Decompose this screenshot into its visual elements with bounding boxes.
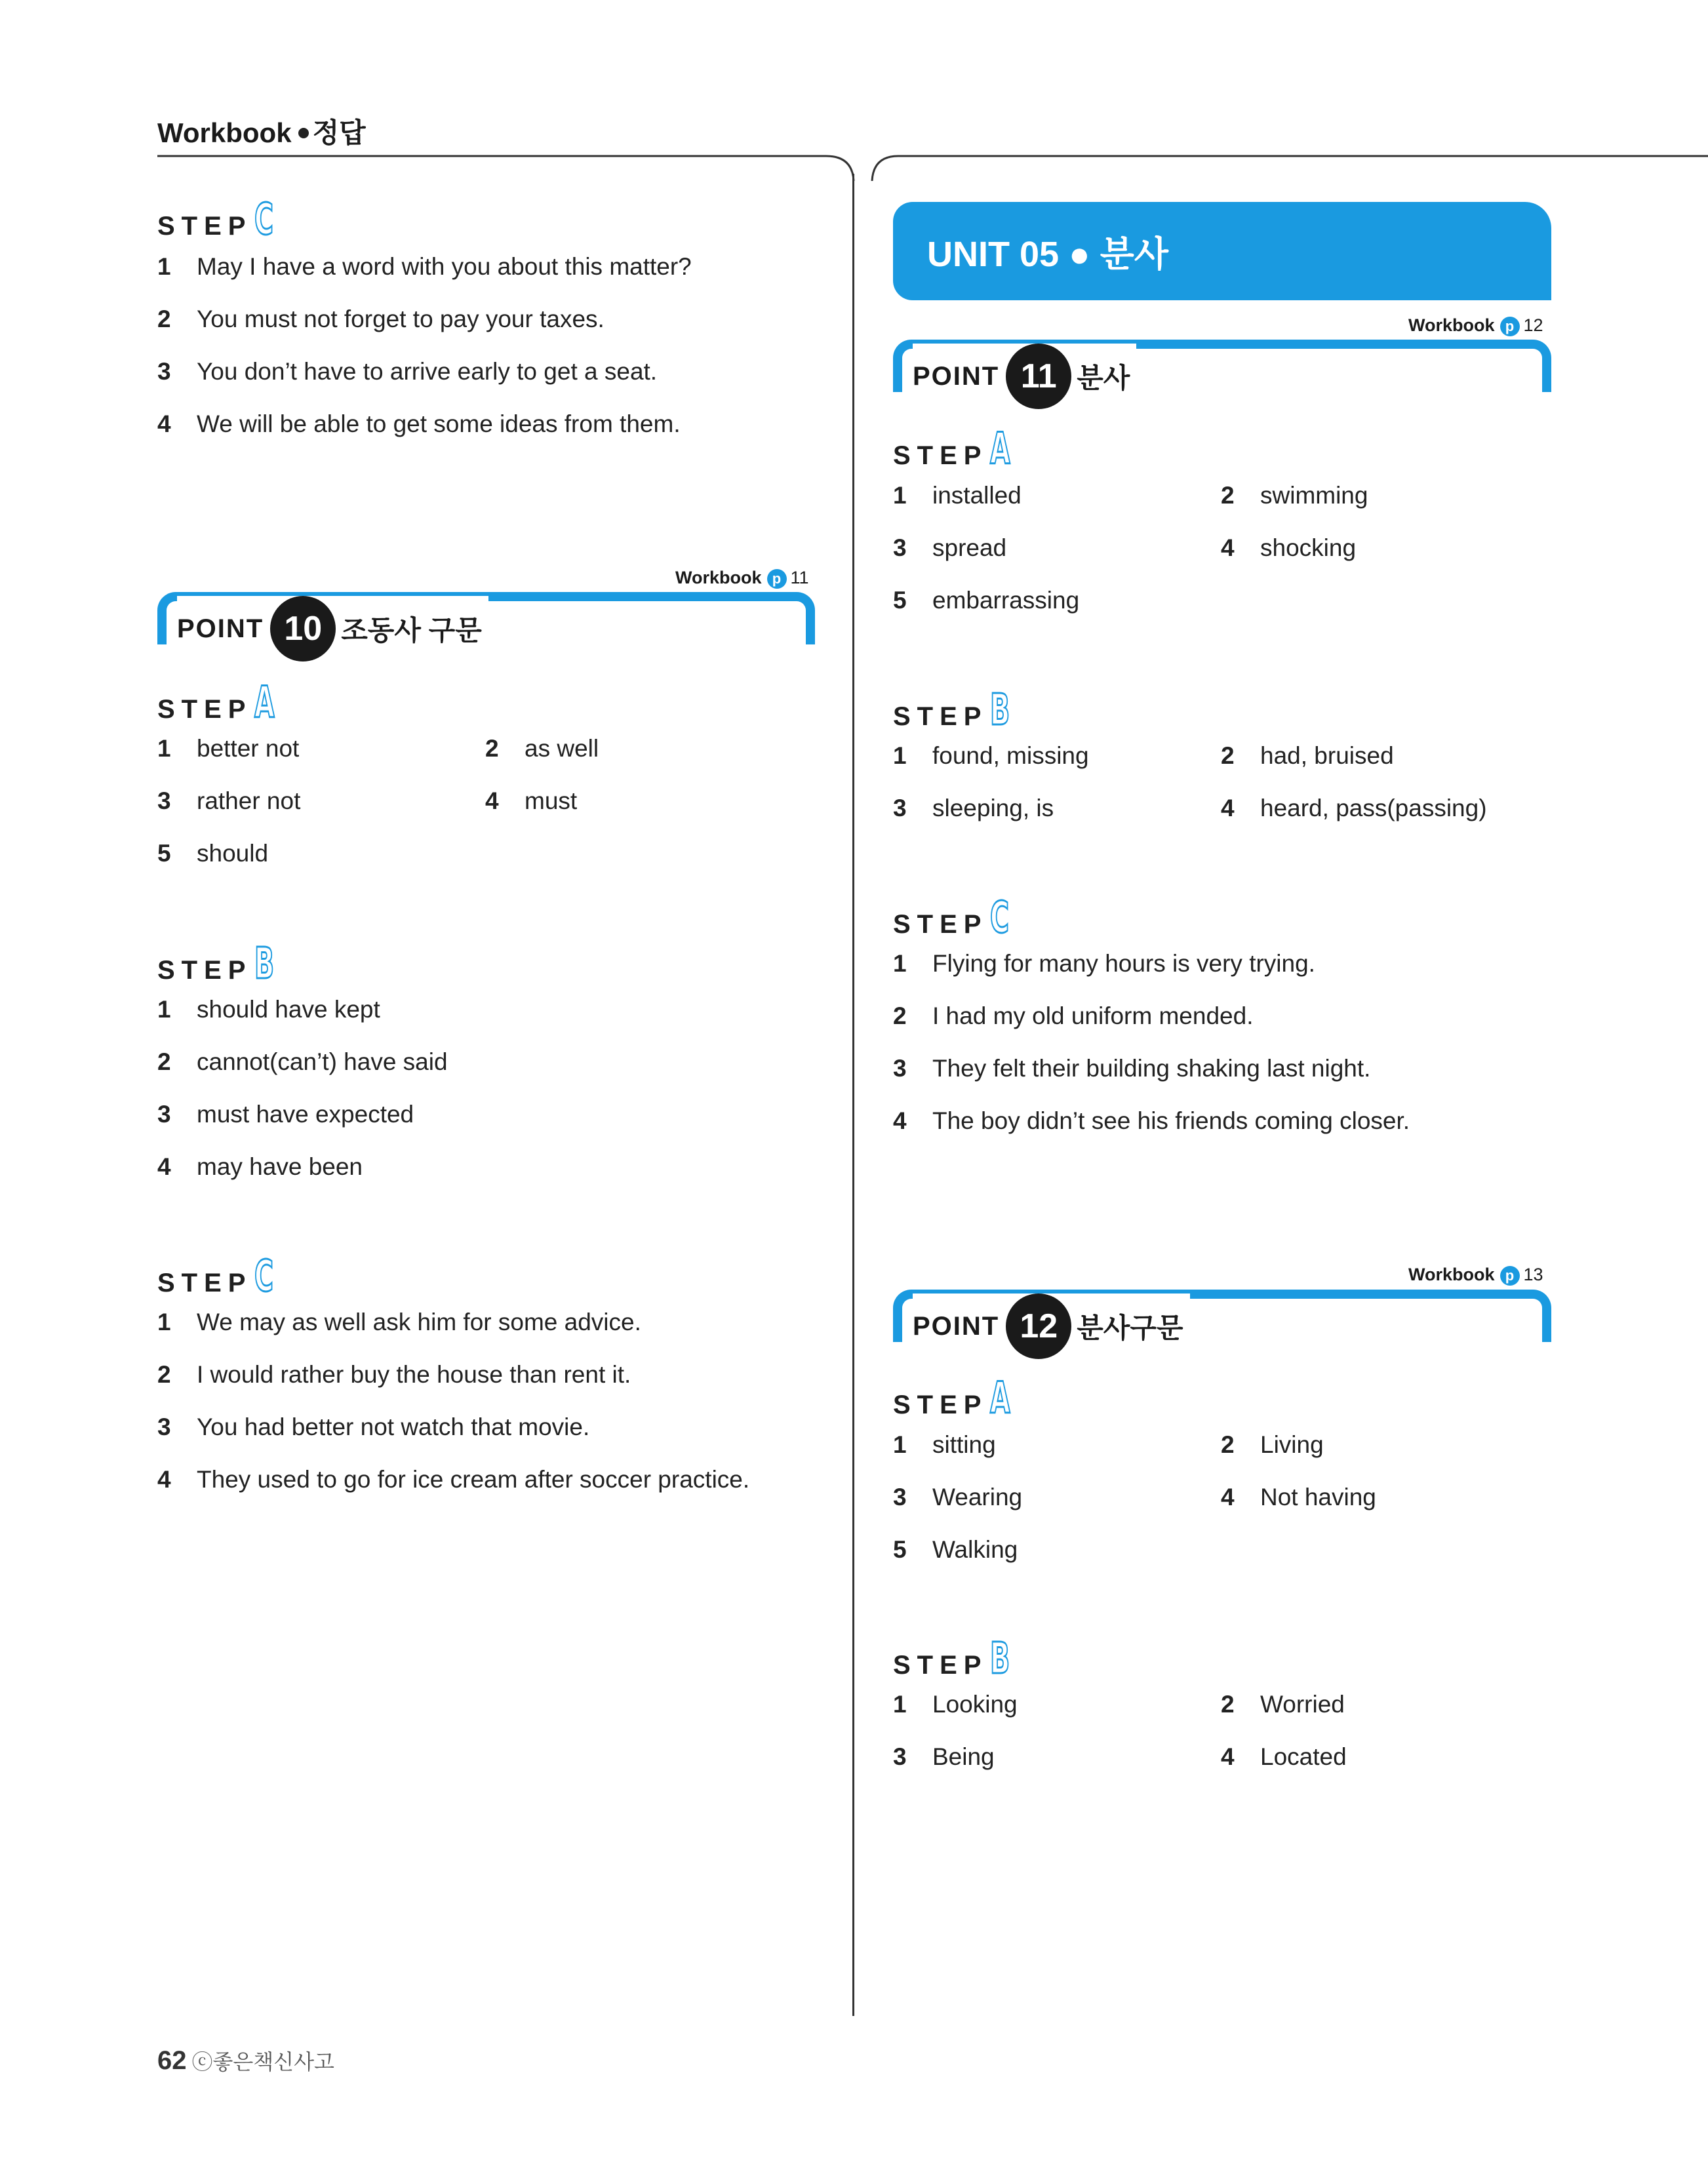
item-number: 3 <box>157 1101 171 1128</box>
item-number: 3 <box>893 1055 907 1082</box>
workbook-label: Workbook <box>675 568 762 587</box>
item-text: I had my old uniform mended. <box>932 1002 1254 1029</box>
unit-title: UNIT 05 ● 분사 <box>927 234 1168 274</box>
step-letter: C <box>254 1251 274 1301</box>
item-number: 3 <box>157 787 171 814</box>
list-item <box>157 1465 749 1494</box>
list-item <box>1221 741 1394 770</box>
list-item <box>157 1100 414 1129</box>
item-text: must <box>525 787 578 814</box>
item-text: Worried <box>1260 1691 1345 1718</box>
list-item <box>893 1483 1022 1512</box>
page-header <box>157 111 366 151</box>
item-text: found, missing <box>932 742 1089 769</box>
point-box <box>893 1290 1551 1345</box>
workbook-reference <box>1408 315 1543 336</box>
workbook-reference <box>1408 1265 1543 1286</box>
step-word: STEP <box>893 1651 988 1680</box>
header-book: Workbook <box>157 117 292 148</box>
list-item <box>157 1153 363 1181</box>
item-number: 1 <box>157 996 171 1023</box>
step-word: STEP <box>893 1391 988 1419</box>
item-text: The boy didn’t see his friends coming closer. <box>932 1107 1410 1134</box>
item-text: They used to go for ice cream after soccer practice. <box>197 1466 750 1493</box>
list-item <box>893 1743 995 1771</box>
page-footer <box>157 2045 334 2076</box>
item-text: should <box>197 840 269 867</box>
item-number: 5 <box>157 840 171 867</box>
workbook-label: Workbook <box>1408 315 1495 335</box>
item-text: They felt their building shaking last night. <box>932 1055 1371 1082</box>
item-text: as well <box>525 735 599 762</box>
list-item <box>893 1535 1018 1564</box>
item-text: rather not <box>197 787 301 814</box>
list-item <box>157 305 605 334</box>
step-word: STEP <box>893 702 988 731</box>
item-number: 2 <box>485 735 499 762</box>
item-number: 2 <box>157 1048 171 1075</box>
header-section: 정답 <box>312 117 366 148</box>
item-number: 1 <box>893 742 907 769</box>
list-item <box>157 357 657 386</box>
step-letter: C <box>254 194 274 245</box>
item-number: 1 <box>893 950 907 977</box>
item-text: installed <box>932 482 1022 509</box>
step-label <box>157 677 288 728</box>
item-number: 3 <box>893 534 907 561</box>
step-word: STEP <box>157 212 252 241</box>
step-letter: A <box>990 424 1011 474</box>
point-title: 분사구문 <box>1077 1313 1183 1343</box>
list-item <box>893 1690 1018 1719</box>
item-number: 1 <box>893 482 907 509</box>
list-item <box>1221 1690 1345 1719</box>
item-number: 2 <box>1221 1431 1235 1458</box>
item-text: spread <box>932 534 1007 561</box>
list-item <box>157 410 681 439</box>
list-item <box>157 1048 448 1076</box>
step-label <box>893 892 1022 943</box>
list-item <box>1221 1483 1376 1512</box>
reference-page: 13 <box>1523 1265 1543 1284</box>
bullet-icon <box>298 128 309 138</box>
step-letter: A <box>254 677 275 728</box>
point-word: POINT <box>177 614 264 643</box>
item-number: 2 <box>1221 1691 1235 1718</box>
column-divider <box>852 174 854 2016</box>
item-text: should have kept <box>197 996 380 1023</box>
step-letter: B <box>254 938 275 989</box>
item-text: We will be able to get some ideas from them. <box>197 410 681 437</box>
item-number: 2 <box>1221 482 1235 509</box>
point-word: POINT <box>913 361 1000 391</box>
list-item <box>1221 794 1487 823</box>
item-text: Located <box>1260 1743 1347 1770</box>
item-number: 4 <box>893 1107 907 1134</box>
item-number: 4 <box>1221 1743 1235 1770</box>
step-label <box>157 1251 287 1301</box>
item-number: 1 <box>893 1691 907 1718</box>
item-number: 4 <box>157 1153 171 1180</box>
item-number: 4 <box>1221 795 1235 821</box>
step-label <box>893 1373 1024 1423</box>
item-number: 3 <box>893 795 907 821</box>
list-item <box>1221 481 1368 510</box>
item-text: May I have a word with you about this matter? <box>197 253 692 280</box>
list-item <box>1221 1431 1324 1459</box>
item-text: Walking <box>932 1536 1018 1563</box>
step-label <box>157 938 288 989</box>
list-item <box>157 1413 589 1442</box>
list-item <box>893 741 1089 770</box>
list-item <box>157 734 299 763</box>
list-item <box>157 1360 631 1389</box>
list-item <box>893 1002 1253 1031</box>
list-item <box>485 787 577 816</box>
item-text: must have expected <box>197 1101 414 1128</box>
list-item <box>893 586 1079 615</box>
step-label <box>893 1633 1023 1684</box>
item-number: 1 <box>157 735 171 762</box>
item-text: cannot(can’t) have said <box>197 1048 448 1075</box>
item-text: Looking <box>932 1691 1018 1718</box>
item-number: 5 <box>893 587 907 614</box>
reference-page: 12 <box>1523 315 1543 335</box>
page-icon: p <box>1500 1266 1520 1286</box>
item-number: 4 <box>157 1466 171 1493</box>
list-item <box>1221 534 1356 563</box>
item-number: 2 <box>157 1361 171 1388</box>
step-label <box>893 424 1024 474</box>
item-number: 4 <box>485 787 499 814</box>
workbook-label: Workbook <box>1408 1265 1495 1284</box>
item-text: better not <box>197 735 300 762</box>
step-word: STEP <box>157 956 252 985</box>
list-item <box>893 481 1022 510</box>
list-item <box>893 534 1006 563</box>
item-number: 4 <box>1221 534 1235 561</box>
item-number: 3 <box>893 1484 907 1511</box>
list-item <box>157 787 300 816</box>
point-box <box>157 592 815 648</box>
step-letter: A <box>990 1373 1011 1423</box>
list-item <box>157 839 268 868</box>
item-text: sleeping, is <box>932 795 1054 821</box>
step-letter: C <box>990 892 1010 943</box>
list-item <box>157 995 380 1024</box>
item-text: Flying for many hours is very trying. <box>932 950 1315 977</box>
step-word: STEP <box>157 695 252 724</box>
item-text: may have been <box>197 1153 363 1180</box>
item-number: 2 <box>893 1002 907 1029</box>
item-text: Living <box>1260 1431 1324 1458</box>
item-text: I would rather buy the house than rent it. <box>197 1361 631 1388</box>
item-number: 1 <box>157 1309 171 1335</box>
item-number: 4 <box>1221 1484 1235 1511</box>
point-number: 12 <box>1006 1293 1071 1359</box>
list-item <box>893 949 1315 978</box>
step-letter: B <box>990 684 1010 735</box>
unit-banner <box>893 202 1551 300</box>
point-number: 11 <box>1006 344 1071 409</box>
step-word: STEP <box>157 1269 252 1297</box>
reference-page: 11 <box>790 568 809 587</box>
step-label <box>157 194 287 245</box>
step-letter: B <box>990 1633 1010 1684</box>
list-item <box>893 1107 1410 1135</box>
item-number: 2 <box>157 306 171 332</box>
item-text: Not having <box>1260 1484 1376 1511</box>
list-item <box>893 794 1054 823</box>
list-item <box>893 1431 996 1459</box>
list-item <box>1221 1743 1347 1771</box>
workbook-reference <box>675 568 809 589</box>
copyright-text: ⓒ좋은책신사고 <box>191 2050 334 2074</box>
page-number: 62 <box>157 2046 187 2075</box>
point-number: 10 <box>270 596 336 661</box>
item-text: You don’t have to arrive early to get a seat. <box>197 358 658 385</box>
step-word: STEP <box>893 910 988 939</box>
item-number: 4 <box>157 410 171 437</box>
item-text: sitting <box>932 1431 996 1458</box>
point-title: 분사 <box>1077 363 1130 393</box>
item-number: 5 <box>893 1536 907 1563</box>
item-text: embarrassing <box>932 587 1080 614</box>
item-number: 3 <box>157 358 171 385</box>
item-text: You had better not watch that movie. <box>197 1413 590 1440</box>
item-text: had, bruised <box>1260 742 1394 769</box>
page-icon: p <box>767 569 787 589</box>
item-text: heard, pass(passing) <box>1260 795 1487 821</box>
item-text: Wearing <box>932 1484 1023 1511</box>
list-item <box>893 1054 1370 1083</box>
point-box <box>893 340 1551 395</box>
point-word: POINT <box>913 1311 1000 1341</box>
step-word: STEP <box>893 441 988 470</box>
item-text: You must not forget to pay your taxes. <box>197 306 605 332</box>
item-number: 2 <box>1221 742 1235 769</box>
item-text: shocking <box>1260 534 1357 561</box>
item-number: 1 <box>157 253 171 280</box>
item-number: 3 <box>157 1413 171 1440</box>
item-text: Being <box>932 1743 995 1770</box>
item-number: 1 <box>893 1431 907 1458</box>
item-text: We may as well ask him for some advice. <box>197 1309 641 1335</box>
page-icon: p <box>1500 317 1520 336</box>
list-item <box>485 734 599 763</box>
list-item <box>157 1308 641 1337</box>
item-number: 3 <box>893 1743 907 1770</box>
point-title: 조동사 구문 <box>341 615 482 646</box>
item-text: swimming <box>1260 482 1368 509</box>
step-label <box>893 684 1023 735</box>
list-item <box>157 252 692 281</box>
